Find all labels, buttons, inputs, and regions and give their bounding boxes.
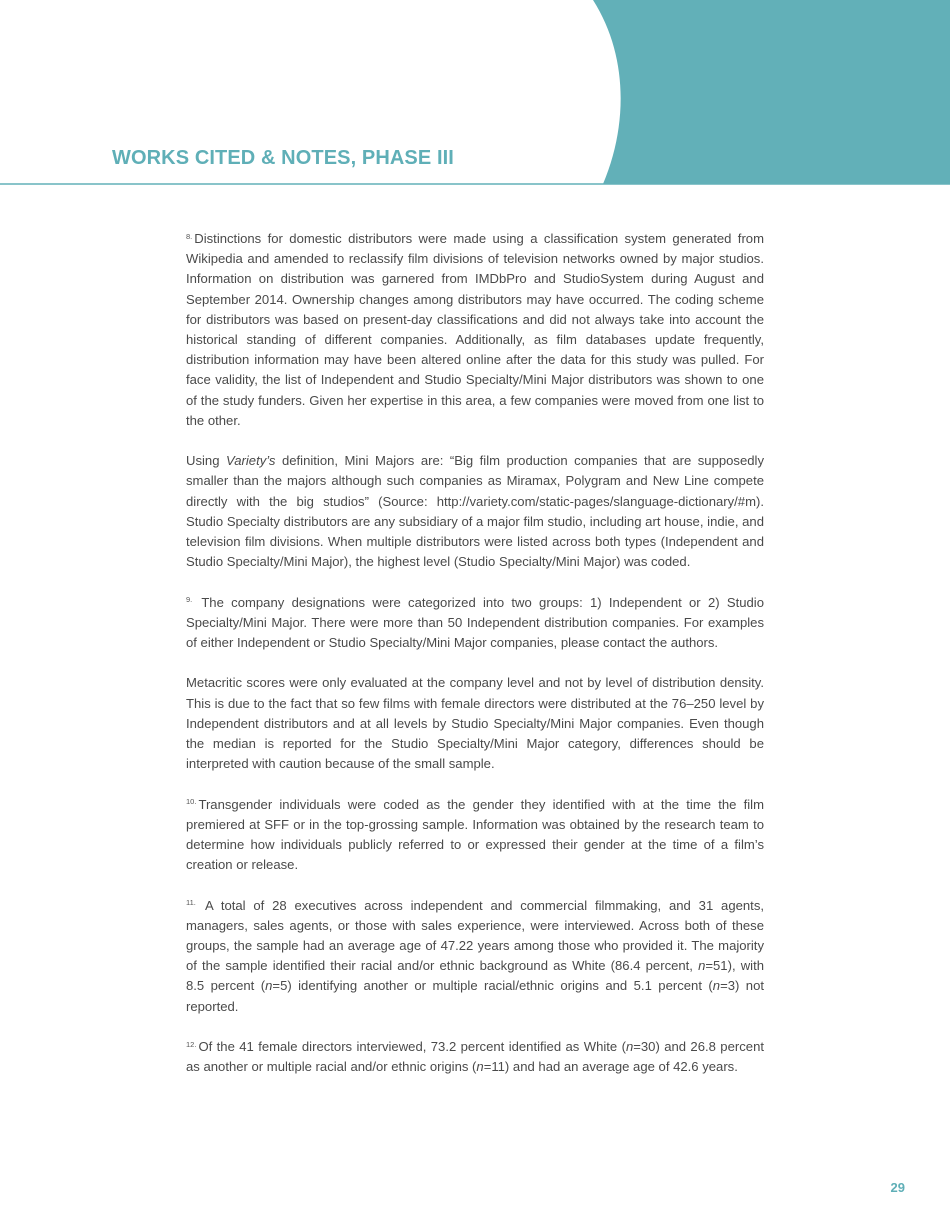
note-9 bbox=[186, 593, 764, 654]
note-number: 10. bbox=[186, 797, 197, 807]
note-text: definition, Mini Majors are: “Big film production companies that are supposedly smaller than the majors although such companies as Miramax, Polygram and New Line compete directly with the big studios” (Source: http://variety.com/static-pages/slanguage-dictionary/#m). Studio Specialty distributors are any subsidiary of a major film studio, including art house, indie, and television film divisions. When multiple distributors were listed across both types (Independent and Studio Specialty/Mini Major), the highest level (Studio Specialty/Mini Major) was coded. bbox=[186, 453, 764, 570]
page-title: WORKS CITED & NOTES, PHASE III bbox=[112, 147, 454, 169]
note-number: 9. bbox=[186, 595, 193, 605]
note-text: Metacritic scores were only evaluated at the company level and not by level of distribution density. This is due to the fact that so few films with female directors were distributed at the 76–250 level by Independent distributors and at all levels by Studio Specialty/Mini Major companies. Even though the median is reported for the Studio Specialty/Mini Major category, differences should be interpreted with caution because of the small sample. bbox=[186, 675, 764, 772]
note-number: 12. bbox=[186, 1039, 197, 1049]
sample-size-symbol: n bbox=[265, 978, 273, 994]
note-text: =3) not reported. bbox=[186, 978, 764, 1014]
note-text: Using bbox=[186, 453, 226, 469]
note-11 bbox=[186, 896, 764, 1017]
note-text: =51), with 8.5 percent ( bbox=[186, 958, 764, 994]
note-8 bbox=[186, 229, 764, 431]
note-number: 8. bbox=[186, 231, 193, 241]
note-10 bbox=[186, 795, 764, 876]
note-number: 11. bbox=[186, 898, 196, 908]
note-text: Transgender individuals were coded as the gender they identified with at the time the film premiered at SFF or in the top-grossing sample. Information was obtained by the research team to determine how individuals publicly referred to or expressed their gender at the time of a film’s creation or release. bbox=[186, 796, 764, 873]
note-text: Of the 41 female directors interviewed, 73.2 percent identified as White ( bbox=[198, 1039, 626, 1055]
note-text: Distinctions for domestic distributors were made using a classification system generated from Wikipedia and amended to reclassify film divisions of television networks owned by major studios. Information on distribution was garnered from IMDbPro and StudioSystem during August and September 2014. Ownership changes among distributors may have occurred. The coding scheme for distributors was based on present-day classifications and did not always take into account the historical standing of different companies. Additionally, as film databases update frequently, distribution information may have been altered online after the data for this study was pulled. For face validity, the list of Independent and Studio Specialty/Mini Major distributors was shown to one of the study funders. Given her expertise in this area, a few companies were moved from one list to the other. bbox=[186, 231, 764, 428]
source-name: Variety’s bbox=[225, 453, 276, 469]
note-12 bbox=[186, 1037, 764, 1077]
note-text: =30) and 26.8 percent as another or multiple racial and/or ethnic origins ( bbox=[186, 1039, 764, 1075]
sample-size-symbol: n bbox=[698, 958, 706, 974]
notes-body bbox=[186, 229, 764, 1098]
page-number: 29 bbox=[890, 1180, 905, 1195]
note-text: A total of 28 executives across independent and commercial filmmaking, and 31 agents, managers, sales agents, or those with sales experience, were interviewed. Across both of these groups, the sample had an average age of 47.22 years among those who provided it. The majority of the sample identified their racial and/or ethnic background as White (86.4 percent, bbox=[186, 897, 764, 974]
sample-size-symbol: n bbox=[476, 1059, 484, 1075]
sample-size-symbol: n bbox=[712, 978, 721, 994]
note-text: =5) identifying another or multiple racial/ethnic origins and 5.1 percent ( bbox=[272, 978, 713, 994]
header-accent-shape bbox=[593, 0, 950, 184]
note-text: =11) and had an average age of 42.6 years. bbox=[483, 1059, 738, 1075]
note-text: The company designations were categorized into two groups: 1) Independent or 2) Studio Specialty/Mini Major. There were more than 50 Independent distribution companies. For examples of either Independent or Studio Specialty/Mini Major companies, please contact the authors. bbox=[186, 594, 764, 651]
note-9-continued bbox=[186, 673, 764, 774]
note-8-continued bbox=[186, 451, 764, 572]
sample-size-symbol: n bbox=[625, 1039, 634, 1055]
